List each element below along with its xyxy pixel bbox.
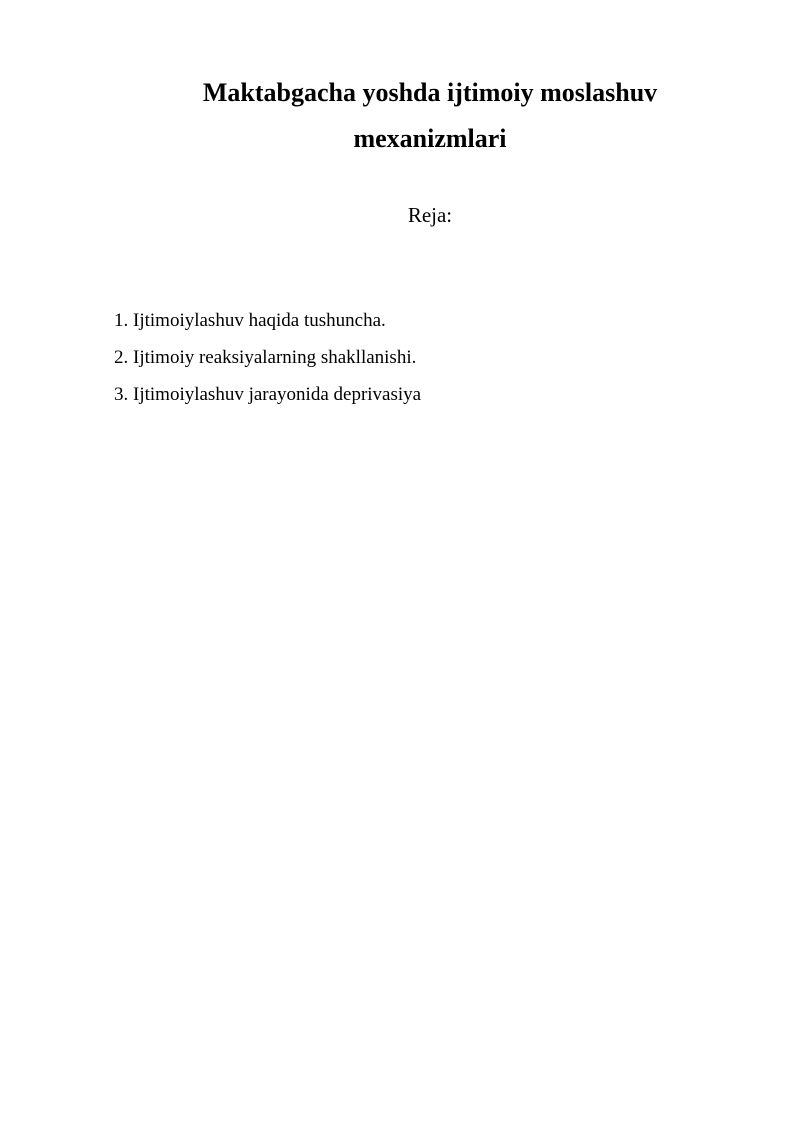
plan-list (114, 309, 421, 420)
plan-item: 3. Ijtimoiylashuv jarayonida deprivasiya (114, 384, 422, 405)
plan-item: 1. Ijtimoiylashuv haqida tushuncha. (114, 310, 386, 331)
plan-heading: Reja: (407, 203, 453, 227)
document-title-line-1: Maktabgacha yoshda ijtimoiy moslashuv (202, 78, 658, 107)
document-title-line-2: mexanizmlari (353, 124, 507, 153)
plan-item: 2. Ijtimoiy reaksiyalarning shakllanishi. (114, 347, 417, 368)
